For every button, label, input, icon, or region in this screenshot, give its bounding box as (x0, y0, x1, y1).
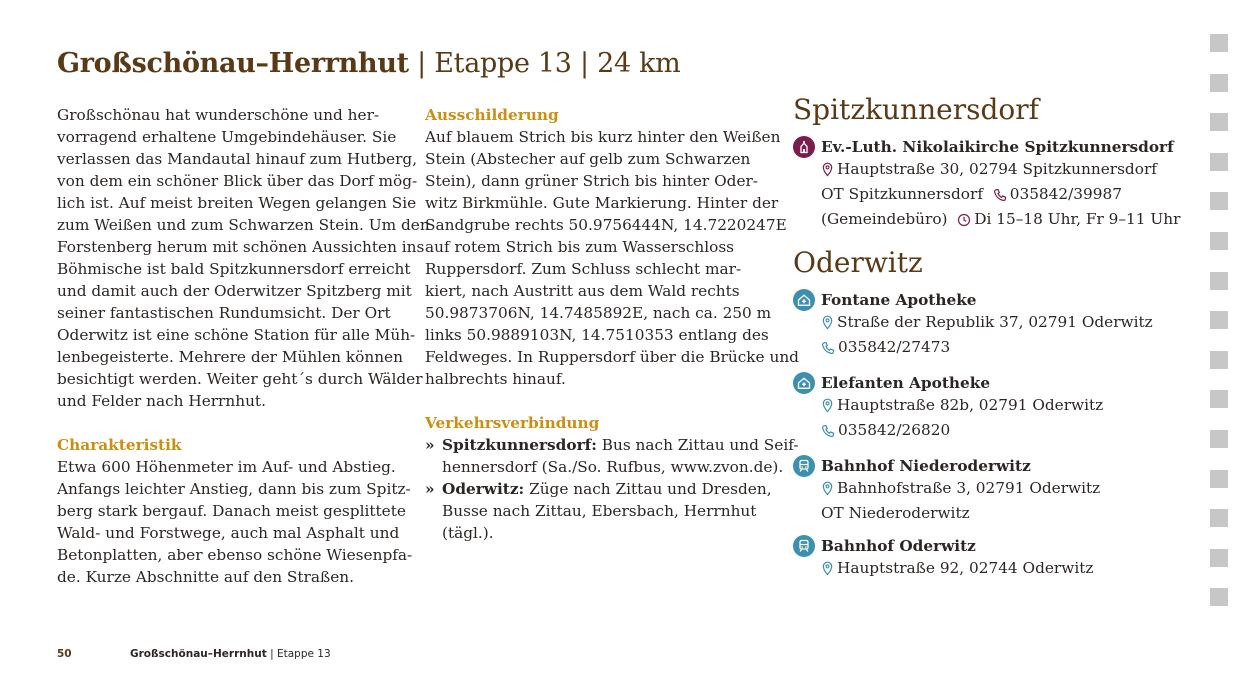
text-line: Feldweges. In Ruppersdorf über die Brücke und (425, 348, 799, 366)
running-footer (130, 648, 331, 660)
text-line: Etwa 600 Höhenmeter im Auf- und Abstieg. (57, 458, 396, 476)
train-icon (793, 535, 815, 557)
station-entry-oderwitz (793, 535, 1183, 582)
text-line: berg stark bergauf. Danach meist gesplittete (57, 502, 406, 520)
margin-square (1210, 153, 1228, 171)
distance-label: 24 km (597, 48, 681, 79)
train-icon (793, 455, 815, 477)
text-line: vorragend erhaltene Umgebindehäuser. Sie (57, 128, 397, 146)
stage-label: Etappe 13 (434, 48, 572, 79)
text-line: und damit auch der Oderwitzer Spitzberg mit (57, 282, 412, 300)
text-line: Oderwitz ist eine schöne Station für alle Müh- (57, 326, 416, 344)
transport-text: Busse nach Zittau, Ebersbach, Herrnhut (442, 502, 757, 520)
page-footer (57, 648, 331, 660)
transport-item (425, 478, 775, 544)
text-line: halbrechts hinauf. (425, 370, 566, 388)
intro-text (57, 104, 430, 412)
transport-item (425, 434, 799, 478)
transport-text: hennersdorf (Sa./So. Rufbus, www.zvon.de). (442, 458, 784, 476)
text-line: besichtigt werden. Weiter geht´s durch Wälder (57, 370, 423, 388)
transport-place: Oderwitz: (442, 480, 525, 498)
text-line: Stein), dann grüner Strich bis hinter Oder- (425, 172, 758, 190)
intro-column (57, 104, 430, 588)
route-info-column (425, 104, 799, 544)
text-line: zum Weißen und zum Schwarzen Stein. Um den (57, 216, 430, 234)
signposting-heading: Ausschilderung (425, 106, 559, 124)
station-district: OT Niederoderwitz (821, 504, 970, 522)
place-heading-spitzkunnersdorf: Spitzkunnersdorf (793, 93, 1039, 126)
margin-square (1210, 588, 1228, 606)
pharmacy-icon (793, 372, 815, 394)
bullet-mark: » (425, 480, 435, 498)
station-name: Bahnhof Oderwitz (821, 537, 976, 555)
margin-square (1210, 113, 1228, 131)
footer-stage: Etappe 13 (276, 648, 331, 660)
characteristics-heading: Charakteristik (57, 436, 182, 454)
text-line: 50.9873706N, 14.7485892E, nach ca. 250 m (425, 304, 772, 322)
church-icon (793, 136, 815, 158)
clock-icon (957, 211, 971, 233)
text-line: de. Kurze Abschnitte auf den Straßen. (57, 568, 354, 586)
margin-square (1210, 34, 1228, 52)
title-separator-2: | (579, 48, 589, 79)
text-line: und Felder nach Herrnhut. (57, 392, 266, 410)
location-pin-icon (821, 480, 834, 502)
church-hours: Di 15–18 Uhr, Fr 9–11 Uhr (974, 210, 1181, 228)
margin-square-strip (1210, 34, 1228, 628)
location-pin-icon (821, 161, 834, 183)
station-address: Bahnhofstraße 3, 02791 Oderwitz (837, 479, 1101, 497)
text-line: links 50.9889103N, 14.7510353 entlang des (425, 326, 769, 344)
text-line: Großschönau hat wunderschöne und her- (57, 106, 380, 124)
pharmacy-entry-fontane (793, 289, 1183, 361)
pharmacy-name: Elefanten Apotheke (821, 374, 991, 392)
text-line: witz Birkmühle. Gute Markierung. Hinter der (425, 194, 779, 212)
church-district: OT Spitzkunnersdorf (821, 185, 983, 203)
pharmacy-entry-elefanten (793, 372, 1183, 444)
transport-text: (tägl.). (442, 524, 494, 542)
church-phone: 035842/39987 (1009, 185, 1122, 203)
footer-route: Großschönau–Herrnhut (130, 648, 267, 660)
route-title: Großschönau–Herrnhut (57, 48, 409, 79)
pharmacy-address: Hauptstraße 82b, 02791 Oderwitz (837, 396, 1104, 414)
margin-square (1210, 549, 1228, 567)
page-title (57, 48, 680, 79)
church-entry (793, 136, 1183, 233)
text-line: Ruppersdorf. Zum Schluss schlecht mar- (425, 260, 742, 278)
pharmacy-phone: 035842/27473 (838, 338, 951, 356)
margin-square (1210, 470, 1228, 488)
station-address: Hauptstraße 92, 02744 Oderwitz (837, 559, 1094, 577)
transport-heading: Verkehrsverbindung (425, 414, 600, 432)
margin-square (1210, 430, 1228, 448)
church-phone-note: (Gemeindebüro) (821, 210, 948, 228)
margin-square (1210, 311, 1228, 329)
characteristics-text (57, 456, 413, 588)
margin-square (1210, 351, 1228, 369)
title-separator: | (417, 48, 426, 79)
footer-separator: | (270, 648, 274, 660)
margin-square (1210, 192, 1228, 210)
text-line: auf rotem Strich bis zum Wasserschloss (425, 238, 735, 256)
station-name: Bahnhof Niederoderwitz (821, 457, 1031, 475)
location-pin-icon (821, 397, 834, 419)
text-line: seiner fantastischen Rundumsicht. Der Ort (57, 304, 391, 322)
transport-text: Züge nach Zittau und Dresden, (524, 480, 772, 498)
margin-square (1210, 74, 1228, 92)
phone-icon (821, 422, 835, 444)
station-entry-niederoderwitz (793, 455, 1183, 524)
text-line: Wald- und Forstwege, auch mal Asphalt und (57, 524, 400, 542)
margin-square (1210, 509, 1228, 527)
phone-icon (993, 186, 1007, 208)
pharmacy-name: Fontane Apotheke (821, 291, 977, 309)
bullet-mark: » (425, 436, 435, 454)
place-heading-oderwitz: Oderwitz (793, 246, 923, 279)
phone-icon (821, 339, 835, 361)
page-number: 50 (57, 648, 72, 660)
places-column (793, 90, 1183, 582)
text-line: Auf blauem Strich bis kurz hinter den Weißen (425, 128, 781, 146)
text-line: Betonplatten, aber ebenso schöne Wiesenpfa- (57, 546, 413, 564)
location-pin-icon (821, 560, 834, 582)
text-line: kiert, nach Austritt aus dem Wald rechts (425, 282, 740, 300)
pharmacy-icon (793, 289, 815, 311)
pharmacy-address: Straße der Republik 37, 02791 Oderwitz (837, 313, 1153, 331)
church-name: Ev.-Luth. Nikolaikirche Spitzkunnersdorf (821, 138, 1174, 156)
location-pin-icon (821, 314, 834, 336)
signposting-text (425, 126, 799, 390)
margin-square (1210, 232, 1228, 250)
transport-text: Bus nach Zittau und Seif- (596, 436, 799, 454)
text-line: Stein (Abstecher auf gelb zum Schwarzen (425, 150, 751, 168)
text-line: Anfangs leichter Anstieg, dann bis zum Spitz- (57, 480, 411, 498)
text-line: Böhmische ist bald Spitzkunnersdorf erreicht (57, 260, 411, 278)
text-line: Sandgrube rechts 50.9756444N, 14.7220247E (425, 216, 787, 234)
margin-square (1210, 272, 1228, 290)
text-line: lenbegeisterte. Mehrere der Mühlen können (57, 348, 403, 366)
text-line: Forstenberg herum mit schönen Aussichten ins (57, 238, 425, 256)
text-line: lich ist. Auf meist breiten Wegen gelangen Sie (57, 194, 417, 212)
transport-place: Spitzkunnersdorf: (442, 436, 597, 454)
text-line: von dem ein schöner Blick über das Dorf mög- (57, 172, 418, 190)
text-line: verlassen das Mandautal hinauf zum Hutberg, (57, 150, 418, 168)
pharmacy-phone: 035842/26820 (838, 421, 951, 439)
church-address: Hauptstraße 30, 02794 Spitzkunnersdorf (837, 160, 1157, 178)
margin-square (1210, 390, 1228, 408)
